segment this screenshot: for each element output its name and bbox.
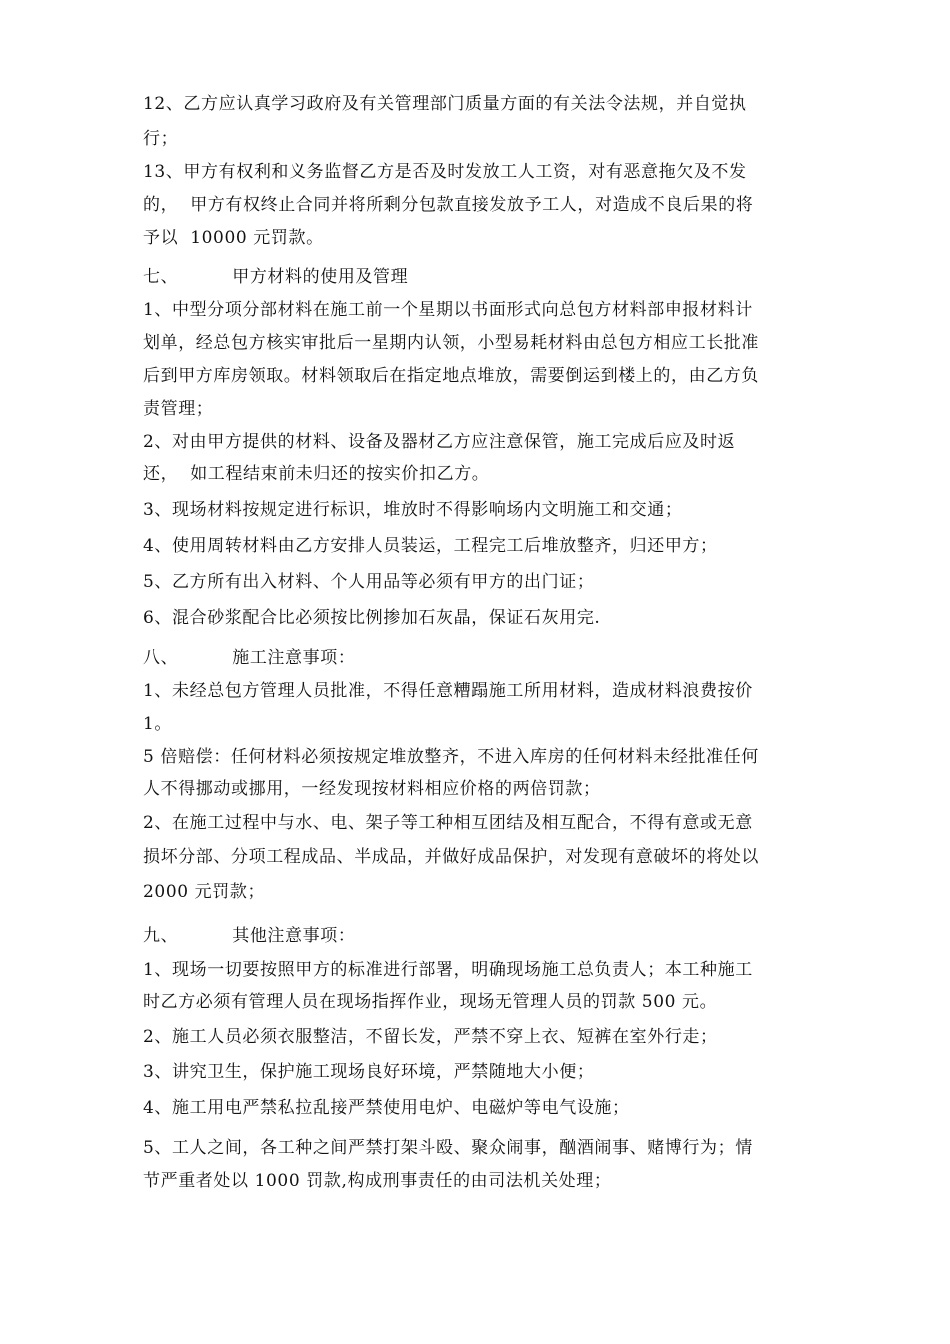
- section-8-item-2-line-3: 2000 元罚款；: [143, 882, 266, 902]
- section-8-item-2-line-1: 2、在施工过程中与水、电、架子等工种相互团结及相互配合，不得有意或无意: [143, 813, 753, 833]
- section-7-item-2-line-2: 还， 如工程结束前未归还的按实价扣乙方。: [143, 464, 490, 484]
- section-9-item-3: 3、讲究卫生，保护施工现场良好环境，严禁随地大小便；: [143, 1062, 595, 1082]
- section-7-item-3: 3、现场材料按规定进行标识，堆放时不得影响场内文明施工和交通；: [143, 500, 683, 520]
- section-8-item-2-line-2: 损坏分部、分项工程成品、半成品，并做好成品保护，对发现有意破坏的将处以: [143, 847, 759, 867]
- section-8-heading: 八、 施工注意事项：: [143, 648, 356, 668]
- section-9-item-2: 2、施工人员必须衣服整洁，不留长发，严禁不穿上衣、短裤在室外行走；: [143, 1027, 718, 1047]
- section-8-item-1-line-2: 1。: [143, 714, 173, 734]
- clause-12-line-1: 12、乙方应认真学习政府及有关管理部门质量方面的有关法令法规，并自觉执: [143, 94, 747, 114]
- section-9-item-5-line-2: 节严重者处以 1000 罚款,构成刑事责任的由司法机关处理；: [143, 1171, 612, 1191]
- section-7-heading: 七、 甲方材料的使用及管理: [143, 267, 409, 287]
- section-9-item-1-line-2: 时乙方必须有管理人员在现场指挥作业，现场无管理人员的罚款 500 元。: [143, 992, 718, 1012]
- section-8-item-1-line-1: 1、未经总包方管理人员批准，不得任意糟蹋施工所用材料，造成材料浪费按价: [143, 681, 753, 701]
- section-9-heading: 九、 其他注意事项：: [143, 926, 356, 946]
- section-7-item-2-line-1: 2、对由甲方提供的材料、设备及器材乙方应注意保管，施工完成后应及时返: [143, 432, 736, 452]
- clause-13-line-1: 13、甲方有权利和义务监督乙方是否及时发放工人工资，对有恶意拖欠及不发: [143, 162, 747, 182]
- section-7-item-1-line-3: 后到甲方库房领取。材料领取后在指定地点堆放，需要倒运到楼上的，由乙方负: [143, 366, 759, 386]
- section-7-item-1-line-2: 划单，经总包方核实审批后一星期内认领，小型易耗材料由总包方相应工长批准: [143, 333, 759, 353]
- section-9-item-5-line-1: 5、工人之间，各工种之间严禁打架斗殴、聚众闹事，酗酒闹事、赌博行为；情: [143, 1138, 753, 1158]
- section-9-item-1-line-1: 1、现场一切要按照甲方的标准进行部署，明确现场施工总负责人；本工种施工: [143, 960, 753, 980]
- clause-13-line-3: 予以 10000 元罚款。: [143, 228, 324, 248]
- section-9-item-4: 4、施工用电严禁私拉乱接严禁使用电炉、电磁炉等电气设施；: [143, 1098, 630, 1118]
- section-7-item-4: 4、使用周转材料由乙方安排人员装运，工程完工后堆放整齐，归还甲方；: [143, 536, 718, 556]
- section-8-item-1-line-4: 人不得挪动或挪用，一经发现按材料相应价格的两倍罚款；: [143, 779, 601, 799]
- section-7-item-5: 5、乙方所有出入材料、个人用品等必须有甲方的出门证；: [143, 572, 595, 592]
- section-7-item-1-line-4: 责管理；: [143, 399, 214, 419]
- clause-12-line-2: 行；: [143, 129, 179, 149]
- section-7-item-1-line-1: 1、中型分项分部材料在施工前一个星期以书面形式向总包方材料部申报材料计: [143, 300, 753, 320]
- clause-13-line-2: 的， 甲方有权终止合同并将所剩分包款直接发放予工人，对造成不良后果的将: [143, 195, 754, 215]
- section-7-item-6: 6、混合砂浆配合比必须按比例掺加石灰晶，保证石灰用完.: [143, 608, 601, 628]
- section-8-item-1-line-3: 5 倍赔偿：任何材料必须按规定堆放整齐，不进入库房的任何材料未经批准任何: [143, 747, 759, 767]
